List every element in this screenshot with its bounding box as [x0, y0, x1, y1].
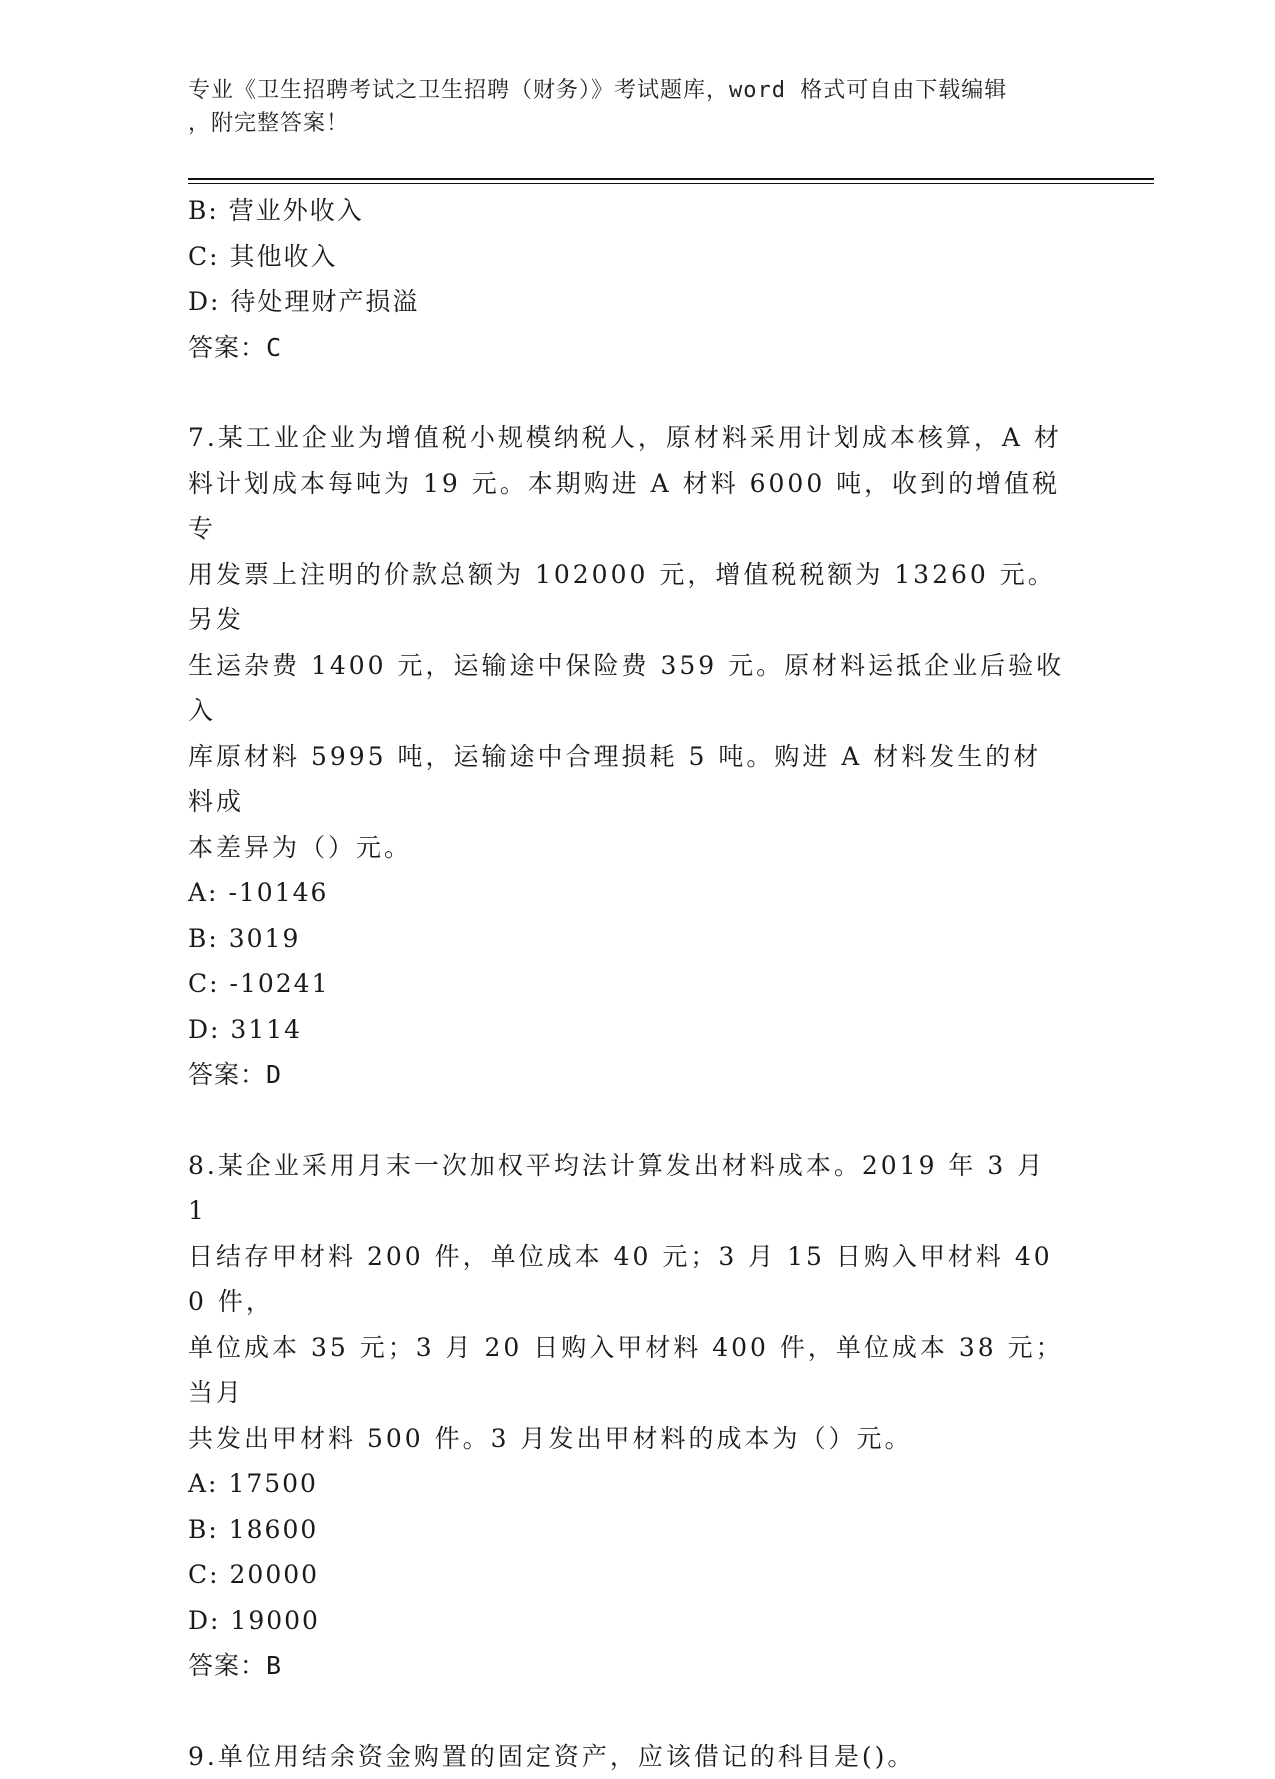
- option-text: 待处理财产损溢: [230, 287, 419, 316]
- option-a: [188, 1461, 1088, 1507]
- option-key: B:: [188, 196, 219, 225]
- question-line: 用发票上注明的价款总额为 102000 元，增值税税额为 13260 元。另发: [188, 552, 1068, 643]
- question-line: 8.某企业采用月末一次加权平均法计算发出材料成本。2019 年 3 月 1: [188, 1143, 1068, 1234]
- option-b: [188, 1507, 1088, 1553]
- option-text: -10241: [230, 969, 330, 998]
- question-line: 共发出甲材料 500 件。3 月发出甲材料的成本为（）元。: [188, 1416, 1068, 1462]
- option-text: 营业外收入: [229, 196, 364, 225]
- option-text: 19000: [230, 1606, 320, 1635]
- spacer: [188, 1689, 1088, 1734]
- answer-line: 答案：D: [188, 1052, 1088, 1098]
- header-rule-thick: [188, 178, 1154, 180]
- question-line: 库原材料 5995 吨，运输途中合理损耗 5 吨。购进 A 材料发生的材料成: [188, 734, 1068, 825]
- option-key: C:: [188, 969, 220, 998]
- option-key: A:: [188, 1469, 218, 1498]
- option-c: [188, 961, 1088, 1007]
- option-key: D:: [188, 287, 220, 316]
- option-key: D:: [188, 1606, 220, 1635]
- spacer: [188, 370, 1088, 415]
- option-text: -10146: [228, 878, 328, 907]
- option-text: 17500: [228, 1469, 318, 1498]
- spacer: [188, 1098, 1088, 1143]
- option-text: 18600: [229, 1515, 319, 1544]
- question-8: [188, 1143, 1088, 1689]
- question-6-continuation: [188, 188, 1088, 370]
- question-line: 9.单位用结余资金购置的固定资产，应该借记的科目是()。: [188, 1734, 1068, 1779]
- option-key: B:: [188, 924, 219, 953]
- option-c: [188, 1552, 1088, 1598]
- question-line: 生运杂费 1400 元，运输途中保险费 359 元。原材料运抵企业后验收入: [188, 643, 1068, 734]
- option-key: C:: [188, 242, 220, 271]
- option-b: [188, 916, 1088, 962]
- option-key: B:: [188, 1515, 219, 1544]
- option-text: 3114: [230, 1015, 302, 1044]
- header-rule-thin: [188, 183, 1154, 184]
- question-list: [188, 188, 1088, 1779]
- option-text: 其他收入: [230, 242, 338, 271]
- question-line: 日结存甲材料 200 件，单位成本 40 元；3 月 15 日购入甲材料 400 件，: [188, 1234, 1068, 1325]
- option-key: A:: [188, 878, 218, 907]
- option-a: [188, 870, 1088, 916]
- option-b: [188, 188, 1088, 234]
- page-header: [188, 74, 1088, 140]
- question-line: 单位成本 35 元；3 月 20 日购入甲材料 400 件，单位成本 38 元；当月: [188, 1325, 1068, 1416]
- option-c: [188, 234, 1088, 280]
- option-d: [188, 1598, 1088, 1644]
- answer-line: 答案：C: [188, 325, 1088, 371]
- option-key: D:: [188, 1015, 220, 1044]
- answer-line: 答案：B: [188, 1643, 1088, 1689]
- option-text: 3019: [229, 924, 301, 953]
- question-line: 7.某工业企业为增值税小规模纳税人，原材料采用计划成本核算，A 材: [188, 415, 1068, 461]
- question-line: 本差异为（）元。: [188, 825, 1068, 871]
- header-line-2: ，附完整答案！: [188, 107, 1088, 140]
- option-d: [188, 1007, 1088, 1053]
- option-d: [188, 279, 1088, 325]
- question-7: [188, 415, 1088, 1098]
- question-9: [188, 1734, 1088, 1779]
- question-line: 料计划成本每吨为 19 元。本期购进 A 材料 6000 吨，收到的增值税专: [188, 461, 1068, 552]
- option-key: C:: [188, 1560, 220, 1589]
- option-text: 20000: [230, 1560, 320, 1589]
- header-line-1: 专业《卫生招聘考试之卫生招聘（财务）》考试题库，word 格式可自由下载编辑: [188, 74, 1088, 107]
